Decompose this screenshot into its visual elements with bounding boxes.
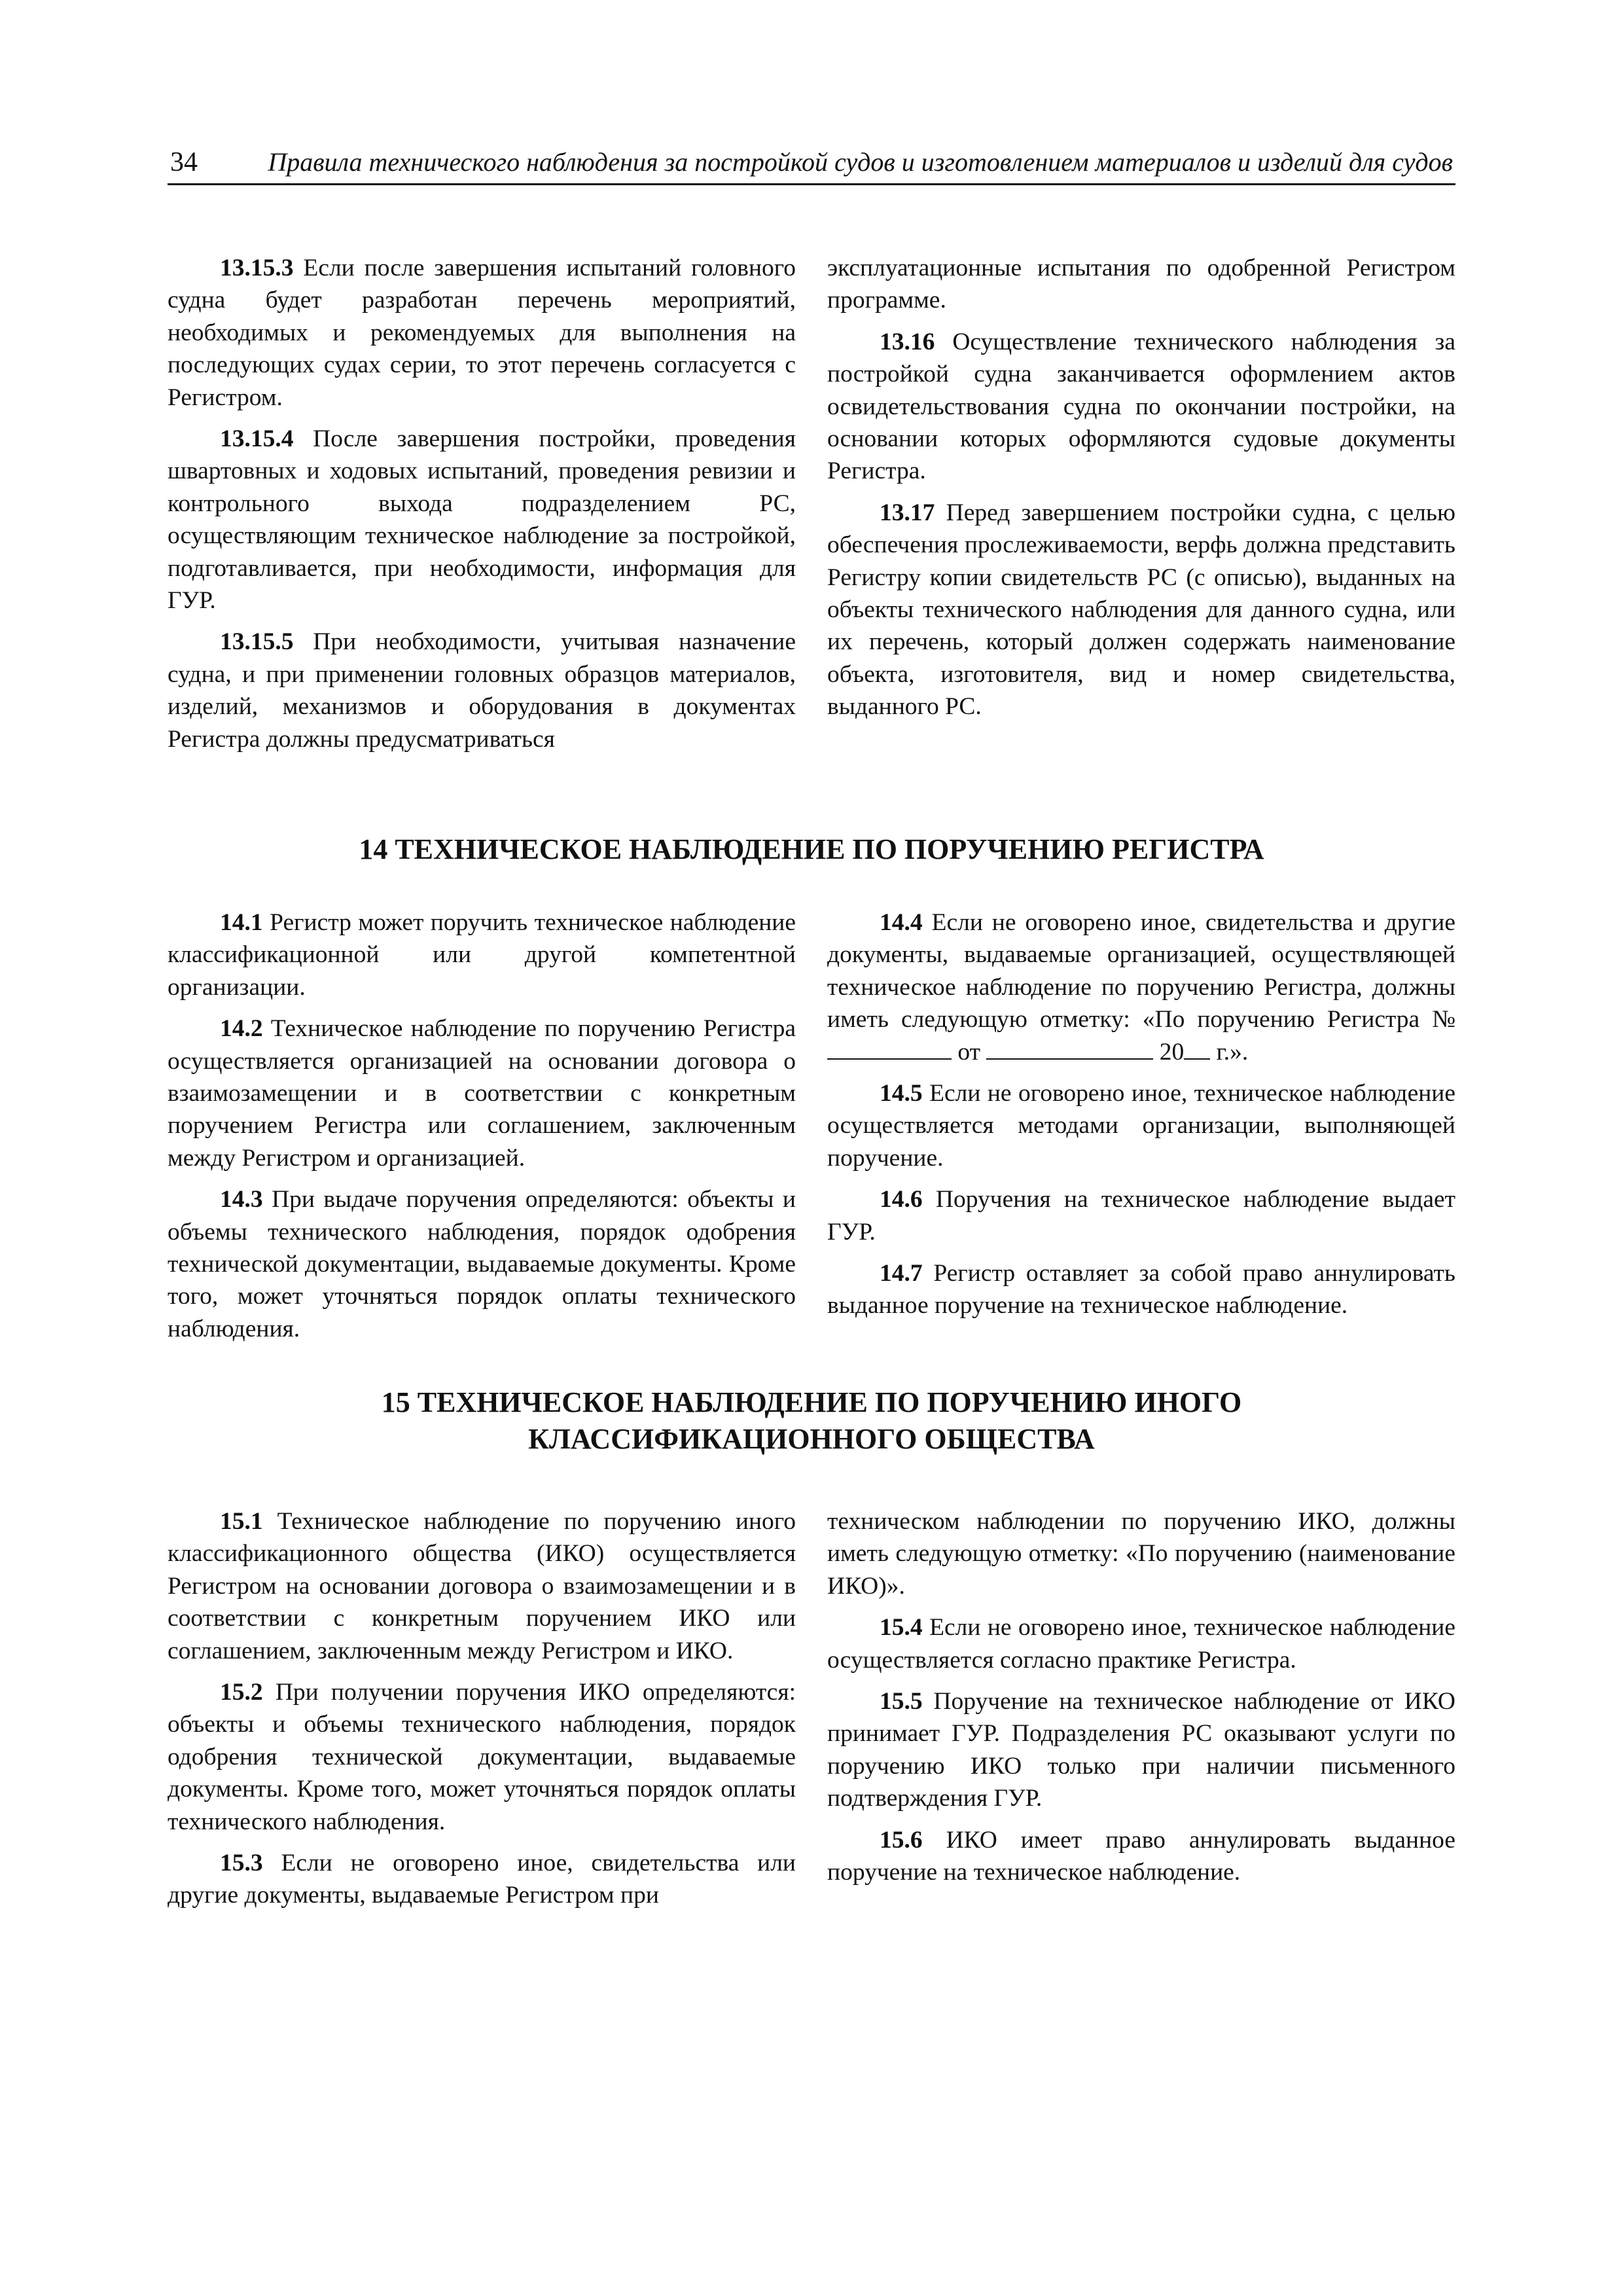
clause-14-2 <box>168 1013 796 1174</box>
section-15-title-line-1: 15 ТЕХНИЧЕСКОЕ НАБЛЮДЕНИЕ ПО ПОРУЧЕНИЮ ИНОГО <box>381 1386 1242 1418</box>
clause-number: 14.7 <box>880 1260 923 1287</box>
clause-text-year: 20 <box>1153 1038 1185 1066</box>
clause-14-1 <box>168 906 796 1003</box>
right-column <box>827 906 1455 1354</box>
left-column <box>168 1505 796 1921</box>
clause-number: 15.5 <box>880 1688 923 1715</box>
section-14-title: 14 ТЕХНИЧЕСКОЕ НАБЛЮДЕНИЕ ПО ПОРУЧЕНИЮ РЕГИСТРА <box>359 833 1264 865</box>
clause-number: 13.15.5 <box>220 628 294 656</box>
section-15-title <box>168 1384 1455 1458</box>
section-15 <box>168 1505 1455 1921</box>
clause-15-3 <box>168 1847 796 1912</box>
running-title: Правила технического наблюдения за постройкой судов и изготовлением материалов и изделий для судов <box>268 147 1453 177</box>
clause-text: Техническое наблюдение по поручению Регистра осуществляется организацией на основании договора о взаимозамещении и в соответствии с конкретным поручением Регистра или соглашением, заключенным между Регистром и организацией. <box>168 1015 796 1172</box>
clause-14-5 <box>827 1077 1455 1174</box>
clause-13-15-3 <box>168 252 796 414</box>
page-number: 34 <box>170 147 198 177</box>
clause-13-15-5 <box>168 626 796 755</box>
clause-number: 14.5 <box>880 1080 923 1107</box>
left-column <box>168 906 796 1354</box>
clause-13-17 <box>827 497 1455 723</box>
clause-text-from: от <box>952 1038 987 1066</box>
page-header <box>168 145 1455 185</box>
clause-text: Если не оговорено иное, свидетельства или другие документы, выдаваемые Регистром при <box>168 1850 796 1909</box>
blank-date-line <box>986 1036 1153 1060</box>
clause-text: Перед завершением постройки судна, с целью обеспечения прослеживаемости, верфь должна представить Регистру копии свидетельств РС (с описью), выданных на объекты технического наблюдения для данного судна, или их перечень, который должен содержать наименование объекта, изготовителя, вид и номер свидетельства, выданного РС. <box>827 499 1455 721</box>
clause-number: 14.6 <box>880 1186 923 1213</box>
left-column <box>168 252 796 764</box>
clause-text: При получении поручения ИКО определяются: объекты и объемы технического наблюдения, порядок одобрения технической документации, выдаваемые документы. Кроме того, может уточняться порядок оплаты технического наблюдения. <box>168 1679 796 1835</box>
clause-text: Техническое наблюдение по поручению иного классификационного общества (ИКО) осуществляется Регистром на основании договора о взаимозамещении и в соответствии с конкретным поручением ИКО или соглашением, заключенным между Регистром и ИКО. <box>168 1508 796 1664</box>
clause-number: 14.4 <box>880 909 923 936</box>
section-15-title-line-2: КЛАССИФИКАЦИОННОГО ОБЩЕСТВА <box>528 1423 1095 1455</box>
clause-number: 15.2 <box>220 1679 263 1706</box>
section-14 <box>168 906 1455 1354</box>
clause-14-7 <box>827 1257 1455 1322</box>
clause-text: Если не оговорено иное, техническое наблюдение осуществляется согласно практике Регистра. <box>827 1614 1455 1674</box>
clause-text: Если не оговорено иное, техническое наблюдение осуществляется методами организации, выполняющей поручение. <box>827 1080 1455 1172</box>
clause-number: 15.1 <box>220 1508 263 1535</box>
clause-number: 14.1 <box>220 909 263 936</box>
clause-13-16 <box>827 326 1455 488</box>
right-column <box>827 1505 1455 1921</box>
clause-15-2 <box>168 1676 796 1838</box>
section-13 <box>168 252 1455 764</box>
clause-14-3 <box>168 1183 796 1345</box>
clause-text: Если не оговорено иное, свидетельства и другие документы, выдаваемые организацией, осуществляющей техническое наблюдение по поручению Регистра, должны иметь следующую отметку: «По поручению Регистра № <box>827 909 1455 1033</box>
clause-15-4 <box>827 1611 1455 1676</box>
clause-number: 15.4 <box>880 1614 923 1641</box>
clause-number: 14.2 <box>220 1015 263 1043</box>
clause-14-6 <box>827 1183 1455 1248</box>
clause-15-3-continuation: техническом наблюдении по поручению ИКО, должны иметь следующую отметку: «По поручению (наименование ИКО)». <box>827 1508 1455 1600</box>
clause-text: При выдаче поручения определяются: объекты и объемы технического наблюдения, порядок одобрения технической документации, выдаваемые документы. Кроме того, может уточняться порядок оплаты технического наблюдения. <box>168 1186 796 1342</box>
clause-text: Регистр оставляет за собой право аннулировать выданное поручение на техническое наблюдение. <box>827 1260 1455 1319</box>
clause-number: 13.16 <box>880 328 935 355</box>
clause-number: 13.15.3 <box>220 255 294 281</box>
clause-text: После завершения постройки, проведения швартовных и ходовых испытаний, проведения ревизии и контрольного выхода подразделением РС, осуществляющим техническое наблюдение за постройкой, подготавливается, при необходимости, информация для ГУР. <box>168 425 796 615</box>
clause-number: 13.15.4 <box>220 425 294 453</box>
blank-number-line <box>827 1036 952 1060</box>
blank-year-line <box>1184 1036 1210 1060</box>
clause-text: Если после завершения испытаний головного судна будет разработан перечень мероприятий, необходимых и рекомендуемых для выполнения на последующих судах серии, то этот перечень согласуется с Регистром. <box>168 255 796 411</box>
clause-15-5 <box>827 1685 1455 1815</box>
clause-14-4 <box>827 906 1455 1068</box>
clause-13-15-4 <box>168 423 796 617</box>
clause-text: При необходимости, учитывая назначение судна, и при применении головных образцов материалов, изделий, механизмов и оборудования в документах Регистра должны предусматриваться <box>168 628 796 753</box>
clause-text: Поручение на техническое наблюдение от ИКО принимает ГУР. Подразделения РС оказывают услуги по поручению ИКО только при наличии письменного подтверждения ГУР. <box>827 1688 1455 1812</box>
clause-text: Поручения на техническое наблюдение выдает ГУР. <box>827 1186 1455 1246</box>
right-column <box>827 252 1455 764</box>
clause-number: 15.6 <box>880 1826 923 1854</box>
clause-text: Осуществление технического наблюдения за постройкой судна заканчивается оформлением актов освидетельствования судна по окончании постройки, на основании которых оформляются судовые документы Регистра. <box>827 328 1455 485</box>
clause-text: Регистр может поручить техническое наблюдение классификационной или другой компетентной организации. <box>168 909 796 1001</box>
clause-15-1 <box>168 1505 796 1667</box>
clause-15-6 <box>827 1824 1455 1889</box>
clause-text: ИКО имеет право аннулировать выданное поручение на техническое наблюдение. <box>827 1826 1455 1886</box>
clause-number: 14.3 <box>220 1186 263 1213</box>
clause-text-tail: г.». <box>1210 1038 1249 1066</box>
clause-13-15-5-continuation: эксплуатационные испытания по одобренной Регистром программе. <box>827 255 1455 314</box>
clause-number: 13.17 <box>880 499 935 526</box>
clause-number: 15.3 <box>220 1850 263 1877</box>
